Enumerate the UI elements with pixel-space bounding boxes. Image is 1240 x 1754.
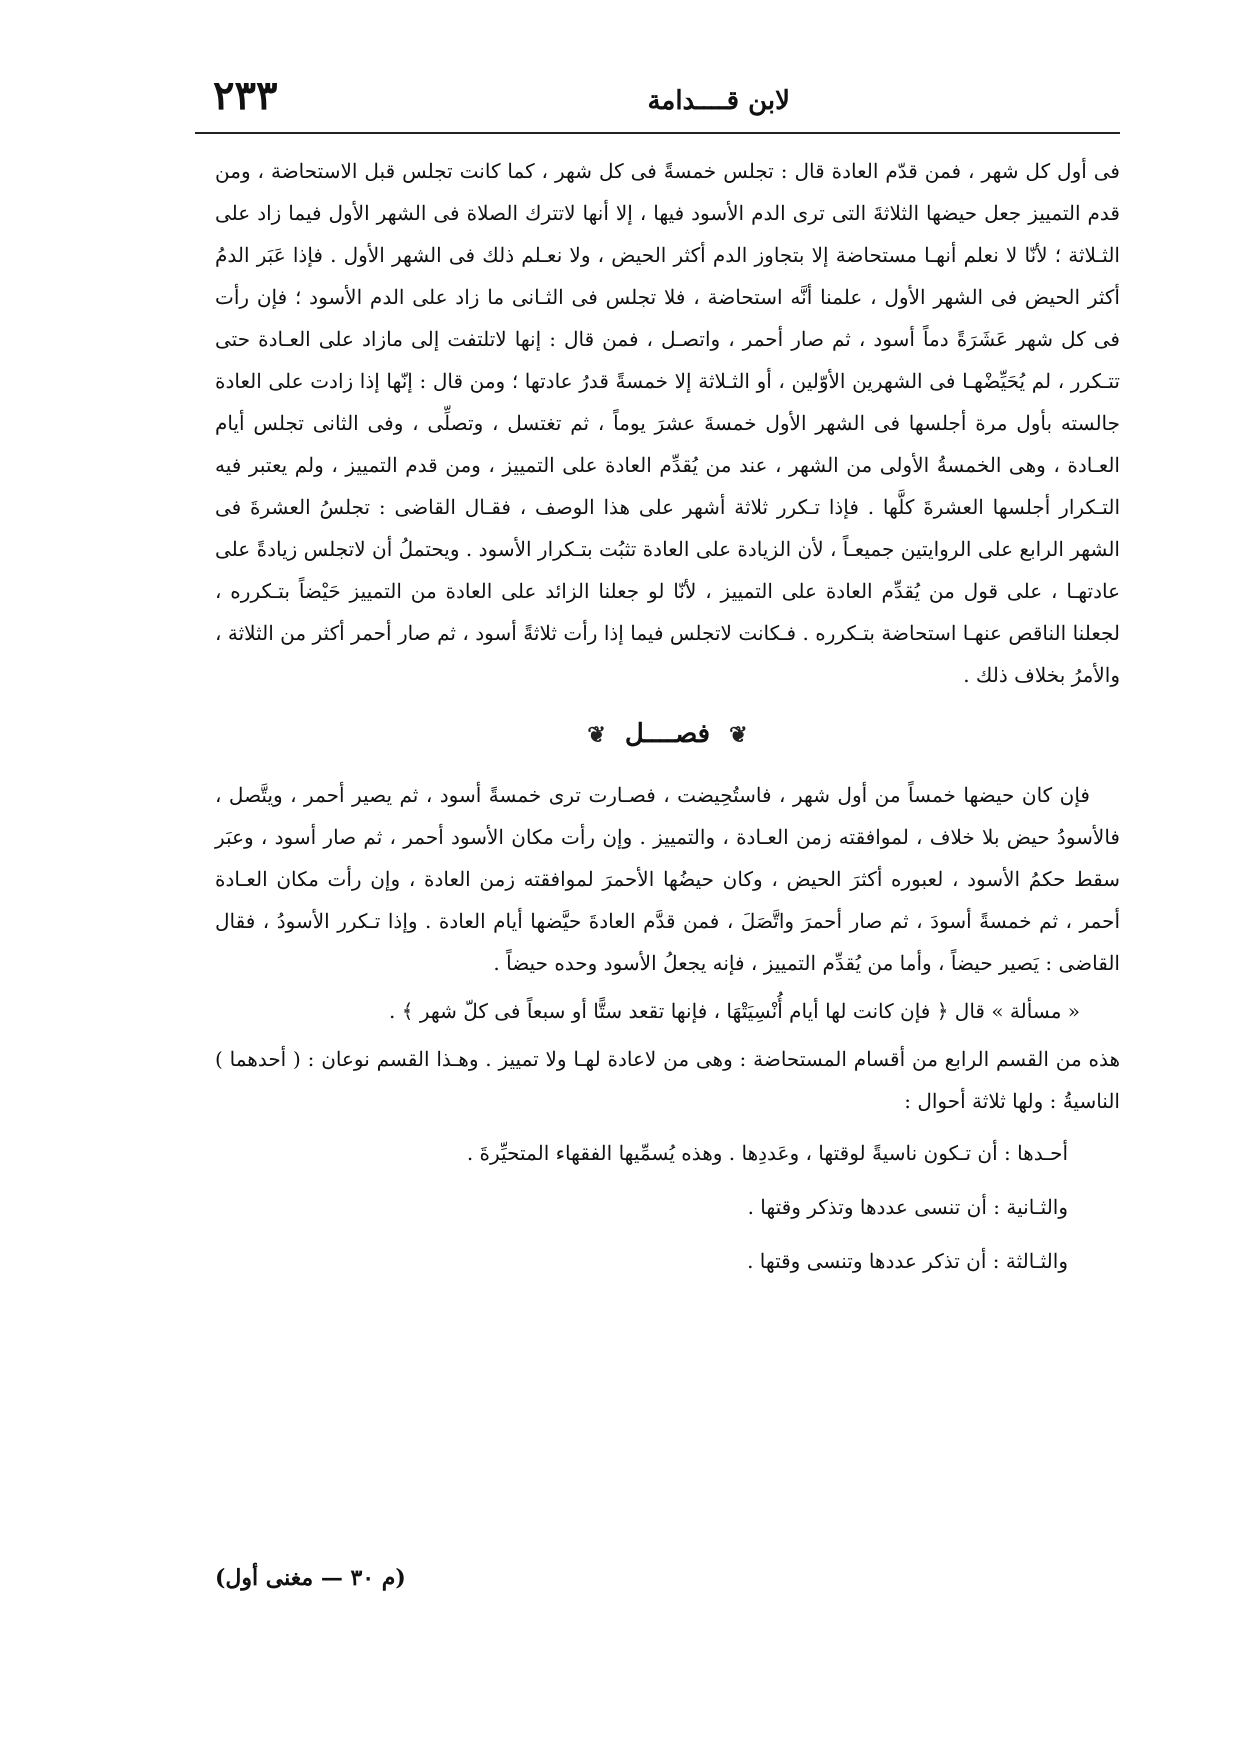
section-heading-text: فصــــل bbox=[624, 719, 711, 749]
ornament-icon: ❦ bbox=[587, 722, 606, 748]
body-paragraph-2: فإن كان حيضها خمساً من أول شهر ، فاستُحِيضت ، فصـارت ترى خمسةً أسود ، ثم يصير أحمر ، ويتَّصل ، فالأسودُ حيض بلا خلاف ، لموافقته زمن العـادة ، والتمييز . وإن رأت مكان الأسود أحمر ، ثم صار أسود ، وعبَر سقط حكمُ الأسود ، لعبوره أكثرَ الحيض ، وكان حيضُها الأحمرَ لموافقته زمن العادة ، وإن رأت مكان العـادة أحمر ، ثم خمسةً أسودَ ، ثم صار أحمرَ واتَّصَلَ ، فمن قدَّم العادةَ حيَّضها أيام العادة . وإذا تـكرر الأسودُ ، فقال القاضى : يَصير حيضاً ، وأما من يُقدِّم التمييز ، فإنه يجعلُ الأسود وحده حيضاً . bbox=[215, 783, 1120, 975]
main-text bbox=[215, 150, 1120, 1294]
header-divider bbox=[195, 132, 1120, 134]
state-label: أحـدها : bbox=[1003, 1141, 1068, 1165]
states-list bbox=[215, 1132, 1120, 1282]
list-item bbox=[215, 1132, 1068, 1174]
list-item bbox=[215, 1186, 1068, 1228]
state-text: أن تـكون ناسيةً لوقتها ، وعَددِها . وهذه يُسمِّيها الفقهاء المتحيِّرةَ . bbox=[466, 1141, 998, 1165]
issue-statement: « مسألة » قال ﴿ فإن كانت لها أيام أُنْسِيَتْهَا ، فإنها تقعد ستًّا أو سبعاً فى كلّ شهر ﴾ . bbox=[389, 999, 1080, 1023]
body-paragraph-1: فى أول كل شهر ، فمن قدّم العادة قال : تجلس خمسةً فى كل شهر ، كما كانت تجلس قبل الاستحاضة ، ومن قدم التمييز جعل حيضها الثلاثةَ التى ترى الدم الأسود فيها ، إلا أنها لاتترك الصلاة فى الشهر الأول فيما زاد على الثـلاثة ؛ لأنّا لا نعلم أنهـا مستحاضة إلا بتجاوز الدم أكثر الحيض ، ولا نعـلم ذلك فى الشهر الأول . فإذا عَبَر الدمُ أكثر الحيض فى الشهر الأول ، علمنا أنَّه استحاضة ، فلا تجلس فى الثـانى ما زاد على الدم الأسود ؛ فإن رأت فى كل شهر عَشَرَةً دماً أسود ، ثم صار أحمر ، واتصـل ، فمن قال : إنها لاتلتفت إلى مازاد على العـادة حتى تتـكرر ، لم يُحَيِّضْهـا فى الشهرين الأوّلين ، أو الثـلاثة إلا خمسةً قدرُ عادتها ؛ ومن قال : إنّها إذا زادت على العادة جالسته بأول مرة أجلسها فى الشهر الأول خمسةَ عشرَ يوماً ، ثم تغتسل ، وتصلِّى ، وفى الثانى تجلس أيام العـادة ، وهى الخمسةُ الأولى من الشهر ، عند من يُقدِّم العادة على التمييز ، ومن قدم التمييز ، ولم يعتبر فيه التـكرار أجلسها العشرةَ كلَّها . فإذا تـكرر ثلاثة أشهر على هذا الوصف ، فقـال القاضى : تجلسُ العشرةَ فى الشهر الرابع على الروايتين جميعـاً ، لأن الزيادة على العادة تثبُت بتـكرار الأسود . ويحتملُ أن لاتجلس زيادةً على عادتهـا ، على قول من يُقدِّم العادة على التمييز ، لأنّا لو جعلنا الزائد على العادة من التمييز حَيْضاً بتـكرره ، لجعلنا الناقص عنهـا استحاضة بتـكرره . فـكانت لاتجلس فيما إذا رأت ثلاثةً أسود ، ثم صار أحمر أكثر من الثلاثة ، والأمرُ بخلاف ذلك . bbox=[215, 159, 1120, 687]
state-label: والثـانية : bbox=[993, 1195, 1068, 1219]
page-header bbox=[195, 72, 1100, 132]
section-heading bbox=[215, 708, 1120, 760]
ornament-icon: ❦ bbox=[729, 722, 748, 748]
running-head: لابن قــــدامة bbox=[647, 86, 790, 116]
list-item bbox=[215, 1240, 1068, 1282]
state-text: أن تذكر عددها وتنسى وقتها . bbox=[747, 1249, 987, 1273]
state-label: والثـالثة : bbox=[992, 1249, 1068, 1273]
page-footer: (م ٣٠ — مغنى أول) bbox=[215, 1565, 406, 1591]
state-text: أن تنسى عددها وتذكر وقتها . bbox=[747, 1195, 987, 1219]
intro-paragraph: هذه من القسم الرابع من أقسام المستحاضة : وهى من لاعادة لهـا ولا تمييز . وهـذا القسم نوعان : ( أحدهما ) الناسيةُ : ولها ثلاثة أحوال : bbox=[215, 1047, 1120, 1113]
page-number: ٢٣٣ bbox=[213, 72, 278, 119]
